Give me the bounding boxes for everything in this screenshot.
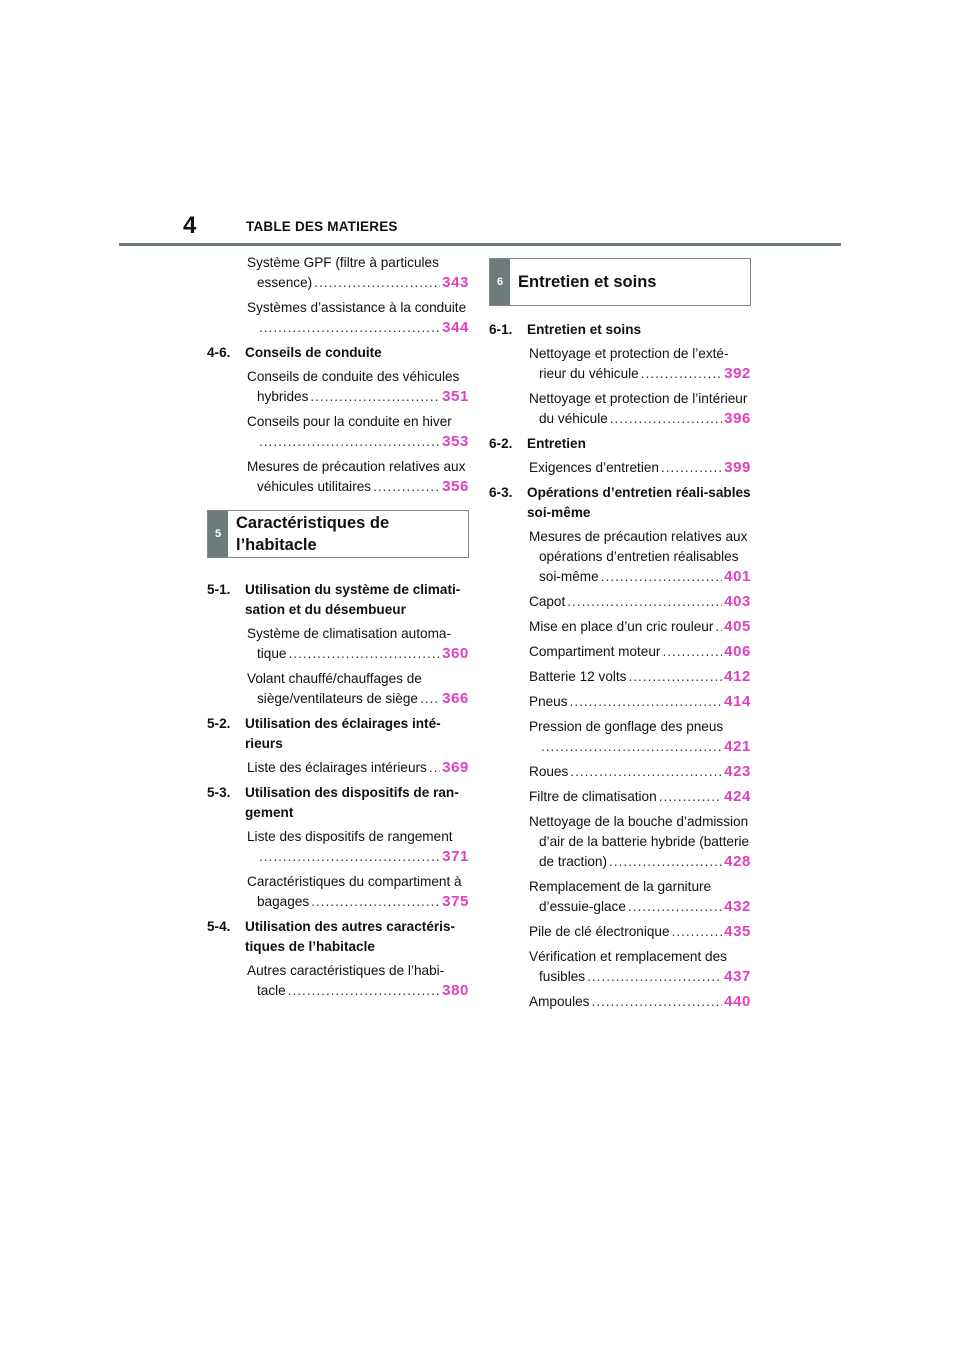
page-link[interactable]: 366 (442, 690, 469, 707)
dot-leader (660, 642, 722, 662)
entry-title-cont: Compartiment moteur (529, 644, 661, 659)
page-link[interactable]: 405 (724, 618, 751, 635)
toc-entry[interactable] (247, 758, 469, 778)
section-number: 5-2. (207, 716, 231, 731)
page-link[interactable]: 399 (724, 459, 751, 476)
page-link[interactable]: 423 (724, 763, 751, 780)
section-number: 5-3. (207, 785, 231, 800)
page-link[interactable]: 432 (724, 898, 751, 915)
entry-title-cont: essence) (257, 275, 313, 290)
entry-title-line: Mesures de précaution relatives aux (529, 529, 748, 544)
dot-leader (286, 981, 440, 1001)
entry-title-cont: Pile de clé électronique (529, 924, 670, 939)
dot-leader (608, 409, 722, 429)
toc-left-column (207, 253, 469, 1006)
dot-leader (585, 967, 722, 987)
section-heading (207, 714, 469, 754)
section-heading (207, 580, 469, 620)
dot-leader (657, 787, 722, 807)
toc-entry[interactable] (529, 762, 751, 782)
section-number: 6-3. (489, 485, 513, 500)
entry-title-cont: fusibles (539, 969, 586, 984)
toc-entry[interactable] (247, 961, 469, 1001)
section-title: Entretien (527, 436, 586, 451)
entry-title-line: Remplacement de la garniture (529, 879, 712, 894)
entry-title-cont: siège/ventilateurs de siège (257, 691, 418, 706)
toc-entry[interactable] (529, 787, 751, 807)
dot-leader (312, 273, 440, 293)
dot-leader (599, 567, 723, 587)
entry-title-line: Conseils de conduite des véhicules (247, 369, 460, 384)
page-link[interactable]: 369 (442, 759, 469, 776)
section-number: 6-2. (489, 436, 513, 451)
dot-leader (309, 892, 440, 912)
entry-title-cont: Filtre de climatisation (529, 789, 657, 804)
page-link[interactable]: 414 (724, 693, 751, 710)
toc-entry[interactable] (529, 947, 751, 987)
toc-entry[interactable] (529, 592, 751, 612)
toc-entry[interactable] (529, 717, 751, 757)
page-link[interactable]: 353 (442, 433, 469, 450)
section-title: Conseils de conduite (245, 345, 382, 360)
dot-leader (418, 689, 440, 709)
entry-title-line: Vérification et remplacement des (529, 949, 727, 964)
toc-entry[interactable] (529, 667, 751, 687)
dot-leader (286, 644, 440, 664)
dot-leader (257, 432, 440, 452)
page-link[interactable]: 435 (724, 923, 751, 940)
section-title: Opérations d’entretien réali-sables soi-même (527, 485, 751, 520)
section-title: Utilisation des autres caractéris-tiques de l’habitacle (245, 919, 456, 954)
page-link[interactable]: 421 (724, 738, 751, 755)
entry-title-cont: Mise en place d’un cric rouleur (529, 619, 714, 634)
section-title: Entretien et soins (527, 322, 642, 337)
toc-entry[interactable] (529, 877, 751, 917)
dot-leader (568, 692, 723, 712)
section-heading (207, 783, 469, 823)
entry-title-line: Caractéristiques du compartiment à (247, 874, 462, 889)
dot-leader (607, 852, 722, 872)
entry-title-line: Volant chauffé/chauffages de (247, 671, 422, 686)
entry-title-cont: Liste des éclairages intérieurs (247, 760, 427, 775)
toc-entry[interactable] (529, 992, 751, 1012)
dot-leader (589, 992, 722, 1012)
entry-title-cont: hybrides (257, 389, 309, 404)
entry-title-cont: véhicules utilitaires (257, 479, 372, 494)
page-link[interactable]: 360 (442, 645, 469, 662)
entry-title-cont: soi-même (539, 569, 599, 584)
dot-leader (659, 458, 722, 478)
page-link[interactable]: 401 (724, 568, 751, 585)
chapter-tab: 6 (490, 259, 510, 305)
toc-right-column (489, 253, 751, 1017)
toc-entry[interactable] (247, 298, 469, 338)
section-number: 6-1. (489, 322, 513, 337)
page-link[interactable]: 412 (724, 668, 751, 685)
entry-title-line: Système GPF (filtre à particules (247, 255, 439, 270)
toc-entry[interactable] (247, 669, 469, 709)
entry-title-line: Liste des dispositifs de rangement (247, 829, 453, 844)
toc-entry[interactable] (247, 872, 469, 912)
page-link[interactable]: 371 (442, 848, 469, 865)
toc-entry[interactable] (529, 642, 751, 662)
toc-entry[interactable] (247, 827, 469, 867)
dot-leader (257, 847, 440, 867)
entry-title-line: d’air de la batterie hybride (batterie (539, 834, 750, 849)
dot-leader (565, 592, 722, 612)
section-heading (489, 434, 751, 454)
toc-entry[interactable] (529, 344, 751, 384)
toc-entry[interactable] (247, 367, 469, 407)
chapter-6-box[interactable] (489, 258, 751, 306)
entry-title-line: Mesures de précaution relatives aux (247, 459, 466, 474)
dot-leader (626, 667, 722, 687)
entry-title-line: Système de climatisation automa- (247, 626, 451, 641)
entry-title-line: Autres caractéristiques de l’habi- (247, 963, 445, 978)
entry-title-line: Nettoyage de la bouche d’admission (529, 814, 749, 829)
chapter-title: Entretien et soins (518, 273, 657, 291)
entry-title-cont: du véhicule (539, 411, 608, 426)
entry-title-cont: Roues (529, 764, 569, 779)
entry-title-cont: tique (257, 646, 287, 661)
entry-title-cont: rieur du véhicule (539, 366, 639, 381)
toc-entry[interactable] (529, 812, 751, 872)
section-number: 4-6. (207, 345, 231, 360)
page-link[interactable]: 375 (442, 893, 469, 910)
running-header-title: TABLE DES MATIERES (246, 219, 398, 234)
section-number: 5-1. (207, 582, 231, 597)
section-title: Utilisation du système de climati-sation et du désembueur (245, 582, 461, 617)
page-link[interactable]: 343 (442, 274, 469, 291)
section-heading (207, 917, 469, 957)
page-link[interactable]: 396 (724, 410, 751, 427)
page-link[interactable]: 403 (724, 593, 751, 610)
dot-leader (427, 758, 440, 778)
section-title: Utilisation des dispositifs de ran-gement (245, 785, 459, 820)
dot-leader (308, 387, 440, 407)
entry-title-line: Pression de gonflage des pneus (529, 719, 724, 734)
entry-title-cont: Ampoules (529, 994, 590, 1009)
dot-leader (568, 762, 722, 782)
toc-entry[interactable] (247, 624, 469, 664)
section-heading (489, 320, 751, 340)
page-link[interactable]: 351 (442, 388, 469, 405)
entry-title-cont: Pneus (529, 694, 568, 709)
entry-title-line: Nettoyage et protection de l’intérieur (529, 391, 748, 406)
page-link[interactable]: 424 (724, 788, 751, 805)
dot-leader (371, 477, 440, 497)
dot-leader (670, 922, 723, 942)
page-link[interactable]: 406 (724, 643, 751, 660)
page-link[interactable]: 344 (442, 319, 469, 336)
dot-leader (539, 737, 722, 757)
page-link[interactable]: 380 (442, 982, 469, 999)
entry-title-cont: d’essuie-glace (539, 899, 626, 914)
chapter-5-box[interactable] (207, 510, 469, 558)
toc-entry[interactable] (247, 253, 469, 293)
dot-leader (713, 617, 722, 637)
chapter-title: Caractéristiques de l’habitacle (236, 514, 390, 554)
entry-title-line: Systèmes d’assistance à la conduite (247, 300, 467, 315)
toc-entry[interactable] (529, 389, 751, 429)
toc-entry[interactable] (529, 692, 751, 712)
toc-entry[interactable] (529, 617, 751, 637)
page-link[interactable]: 440 (724, 993, 751, 1010)
dot-leader (257, 318, 440, 338)
entry-title-line: opérations d’entretien réalisables (539, 549, 739, 564)
header-rule (119, 243, 841, 246)
entry-title-cont: Batterie 12 volts (529, 669, 627, 684)
page-number: 4 (183, 212, 197, 239)
page-link[interactable]: 392 (724, 365, 751, 382)
toc-entry[interactable] (529, 922, 751, 942)
entry-title-cont: tacle (257, 983, 286, 998)
entry-title-line: Conseils pour la conduite en hiver (247, 414, 452, 429)
entry-title-cont: Exigences d’entretien (529, 460, 659, 475)
entry-title-cont: bagages (257, 894, 310, 909)
page-link[interactable]: 437 (724, 968, 751, 985)
section-title: Utilisation des éclairages inté-rieurs (245, 716, 441, 751)
dot-leader (639, 364, 722, 384)
toc-entry[interactable] (529, 527, 751, 587)
section-heading (489, 483, 751, 523)
toc-entry[interactable] (247, 412, 469, 452)
chapter-tab: 5 (208, 511, 228, 557)
entry-title-cont: Capot (529, 594, 566, 609)
entry-title-line: Nettoyage et protection de l’exté- (529, 346, 729, 361)
section-heading (207, 343, 469, 363)
dot-leader (626, 897, 722, 917)
page-link[interactable]: 356 (442, 478, 469, 495)
section-number: 5-4. (207, 919, 231, 934)
toc-entry[interactable] (247, 457, 469, 497)
page-link[interactable]: 428 (724, 853, 751, 870)
toc-entry[interactable] (529, 458, 751, 478)
entry-title-cont: de traction) (539, 854, 608, 869)
